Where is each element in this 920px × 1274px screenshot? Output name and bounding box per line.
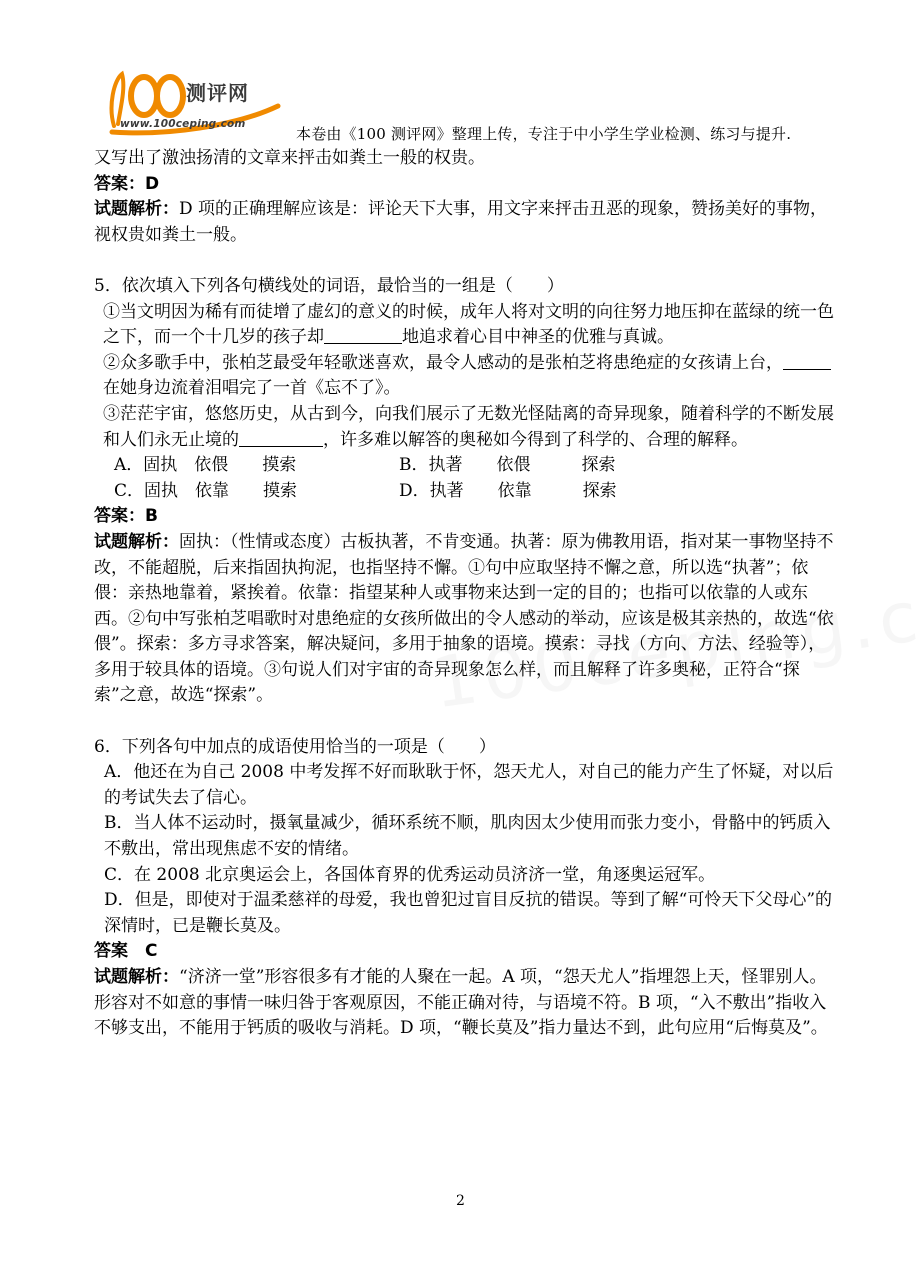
option-item: D．但是，即使对于温柔慈祥的母爱，我也曾犯过盲目反抗的错误。等到了解“可怜天下父母心”的深情时，已是鞭长莫及。 <box>104 890 833 936</box>
answer-blank <box>239 428 323 447</box>
continuation-line: 又写出了激浊扬清的文章来抨击如粪土一般的权贵。 <box>94 148 485 168</box>
logo-url: www.100ceping.com <box>120 118 246 130</box>
analysis-paragraph <box>94 197 834 248</box>
option-c: C．固执 依靠 摸索 <box>114 480 298 501</box>
analysis-label: 试题解析： <box>94 199 179 220</box>
options-row <box>94 453 834 479</box>
analysis-paragraph: 试题解析：固执：（性情或态度）古板执著，不肯变通。执著：原为佛教用语，指对某一事物坚持不改，不能超脱，后来指固执拘泥，也指坚持不懈。①句中应取坚持不懈之意，所以选“执著”；依偎：亲热地靠着，紧挨着。依靠：指望某种人或事物来达到一定的目的；也指可以依靠的人或东西。②句中写张柏芝唱歌时对患绝症的女孩所做出的令人感动的举动，应该是极其亲热的，故选“依偎”。探索：多方寻求答案，解决疑问，多用于抽象的语境。摸索：寻找（方向、方法、经验等），多用于较具体的语境。③句说人们对宇宙的奇异现象怎么样，而且解释了许多奥秘，正符合“探索”之意，故选“探索”。 <box>94 531 834 706</box>
sentence-item: ③茫茫宇宙，悠悠历史，从古到今，向我们展示了无数光怪陆离的奇异现象，随着科学的不断发展和人们永无止境的 ，许多难以解答的奥秘如今得到了科学的、合理的解释。 <box>103 403 834 450</box>
option-item: A．他还在为自己 2008 中考发挥不好而耿耿于怀，怨天尤人，对自己的能力产生了怀疑，对以后的考试失去了信心。 <box>104 762 834 808</box>
answer-value: D <box>145 173 160 194</box>
answer-line <box>94 172 834 198</box>
answer-line: 答案：B <box>94 506 158 527</box>
page-number: 2 <box>456 1193 465 1209</box>
option-item: C．在 2008 北京奥运会上，各国体育界的优秀运动员济济一堂，角逐奥运冠军。 <box>104 864 716 885</box>
options-row <box>94 479 834 505</box>
answer-line: 答案 C <box>94 941 158 962</box>
question-stem: 6．下列各句中加点的成语使用恰当的一项是（ ） <box>94 736 496 757</box>
analysis-text: D 项的正确理解应该是：评论天下大事，用文字来抨击丑恶的现象，赞扬美好的事物，视权贵如粪土一般。 <box>94 199 828 245</box>
sentence-item: ②众多歌手中，张柏芝最受年轻歌迷喜欢，最令人感动的是张柏芝将患绝症的女孩请上台，在她身边流着泪唱完了一首《忘不了》。 <box>94 351 834 402</box>
header-note: 本卷由《100 测评网》整理上传，专注于中小学生学业检测、练习与提升. <box>296 125 792 143</box>
option-item: B．当人体不运动时，摄氧量减少，循环系统不顺，肌肉因太少使用而张力变小，骨骼中的钙质入不敷出，常出现焦虑不安的情绪。 <box>104 813 831 860</box>
logo-text: 测评网 <box>186 81 249 105</box>
question-stem: 5．依次填入下列各句横线处的词语，最恰当的一组是（ ） <box>94 275 564 296</box>
option-d: D．执著 依靠 探索 <box>399 480 617 501</box>
option-a: A．固执 依偎 摸索 <box>114 455 297 476</box>
option-b: B．执著 依偎 探索 <box>399 455 616 476</box>
answer-label: 答案： <box>94 173 145 194</box>
document-body <box>94 146 834 1042</box>
answer-blank <box>324 325 402 344</box>
answer-blank <box>783 351 831 370</box>
analysis-paragraph: 试题解析：“济济一堂”形容很多有才能的人聚在一起。A 项，“怨天尤人”指埋怨上天，怪罪别人。形容对不如意的事情一味归咎于客观原因，不能正确对待，与语境不符。B 项，“入不敷出”指收入不够支出，不能用于钙质的吸收与消耗。D 项，“鞭长莫及”指力量达不到，此句应用“后悔莫及”。 <box>94 967 828 1039</box>
sentence-item: ①当文明因为稀有而徒增了虚幻的意义的时候，成年人将对文明的向往努力地压抑在蓝绿的统一色之下，而一个十几岁的孩子却 地追求着心目中神圣的优雅与真诚。 <box>103 301 834 348</box>
